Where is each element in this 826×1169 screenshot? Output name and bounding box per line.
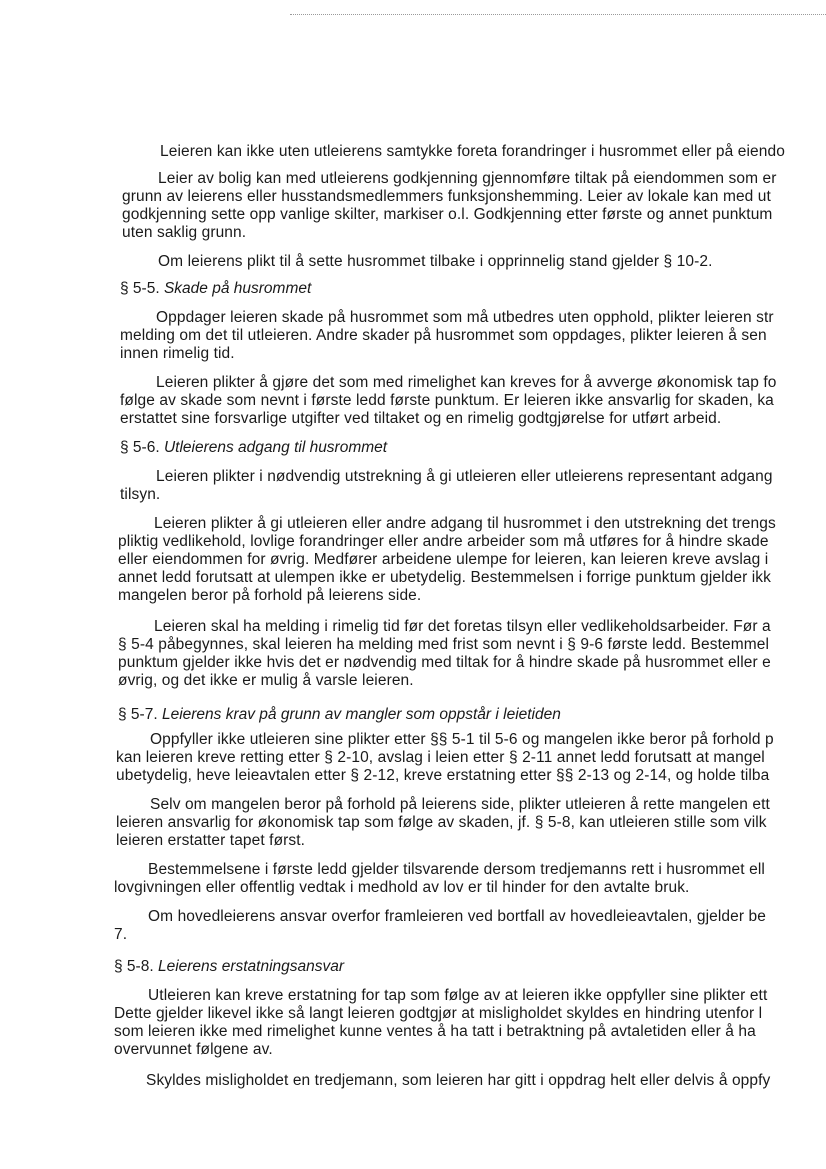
text-line: leieren erstatter tapet først. xyxy=(116,832,306,849)
text-line: eller eiendommen for øvrig. Medfører arbeidene ulempe for leieren, kan leieren kreve avslag i xyxy=(118,551,769,568)
text-line: Leier av bolig kan med utleierens godkjenning gjennomføre tiltak på eiendommen som er xyxy=(158,170,777,187)
text-line: Bestemmelsene i første ledd gjelder tilsvarende dersom tredjemanns rett i husrommet ell xyxy=(148,861,765,878)
section-number: § 5-6. xyxy=(120,439,160,456)
text-line: pliktig vedlikehold, lovlige forandringer eller andre arbeider som må utføres for å hindre skade xyxy=(118,533,769,550)
section-title: Leierens erstatningsansvar xyxy=(157,958,345,975)
text-line: Leieren kan ikke uten utleierens samtykke foreta forandringer i husrommet eller på eiendo xyxy=(160,143,785,160)
text-line: overvunnet følgene av. xyxy=(114,1041,273,1058)
text-line: Oppfyller ikke utleieren sine plikter etter §§ 5-1 til 5-6 og mangelen ikke beror på forhold p xyxy=(150,731,774,748)
text-line: erstattet sine forsvarlige utgifter ved tiltaket og en rimelig godtgjørelse for utført arbeid. xyxy=(120,410,722,427)
text-line: ubetydelig, heve leieavtalen etter § 2-12, kreve erstatning etter §§ 2-13 og 2-14, og holde tilba xyxy=(116,767,770,784)
text-line: følge av skade som nevnt i første ledd første punktum. Er leieren ikke ansvarlig for skaden, ka xyxy=(120,392,774,409)
text-line: Oppdager leieren skade på husrommet som må utbedres uten opphold, plikter leieren str xyxy=(156,309,774,326)
section-heading xyxy=(118,706,561,724)
section-number: § 5-7. xyxy=(118,706,158,723)
text-line: som leieren ikke med rimelighet kunne ventes å ha tatt i betraktning på avtaletiden eller å ha xyxy=(114,1023,756,1040)
text-line: leieren ansvarlig for økonomisk tap som følge av skaden, jf. § 5-8, kan utleieren stille som vilk xyxy=(116,814,767,831)
text-line: øvrig, og det ikke er mulig å varsle leieren. xyxy=(118,672,414,689)
text-line: kan leieren kreve retting etter § 2-10, avslag i leien etter § 2-11 annet ledd forutsatt at mangel xyxy=(116,749,765,766)
text-line: 7. xyxy=(114,926,128,943)
section-number: § 5-8. xyxy=(114,958,154,975)
text-line: punktum gjelder ikke hvis det er nødvendig med tiltak for å hindre skade på husrommet eller e xyxy=(118,654,771,671)
section-title: Leierens krav på grunn av mangler som oppstår i leietiden xyxy=(161,706,561,723)
section-heading xyxy=(120,280,311,298)
text-line: Skyldes misligholdet en tredjemann, som leieren har gitt i oppdrag helt eller delvis å oppfy xyxy=(146,1072,771,1089)
section-heading xyxy=(114,958,344,976)
text-line: Selv om mangelen beror på forhold på leierens side, plikter utleieren å rette mangelen ett xyxy=(150,796,770,813)
text-line: § 5-4 påbegynnes, skal leieren ha melding med frist som nevnt i § 9-6 første ledd. Bestemmel xyxy=(118,636,770,653)
section-heading xyxy=(120,439,387,457)
text-line: mangelen beror på forhold på leierens side. xyxy=(118,587,422,604)
text-line: Leieren plikter å gjøre det som med rimelighet kan kreves for å avverge økonomisk tap fo xyxy=(156,374,777,391)
text-line: Om leierens plikt til å sette husrommet tilbake i opprinnelig stand gjelder § 10-2. xyxy=(158,253,713,270)
section-number: § 5-5. xyxy=(120,280,160,297)
text-line: Leieren plikter i nødvendig utstrekning å gi utleieren eller utleierens representant adgang xyxy=(156,468,773,485)
text-line: Utleieren kan kreve erstatning for tap som følge av at leieren ikke oppfyller sine plikter ett xyxy=(148,987,768,1004)
text-line: annet ledd forutsatt at ulempen ikke er ubetydelig. Bestemmelsen i forrige punktum gjelder ikk xyxy=(118,569,771,586)
text-line: godkjenning sette opp vanlige skilter, markiser o.l. Godkjenning etter første og annet punktum xyxy=(122,206,773,223)
text-line: Om hovedleierens ansvar overfor framleieren ved bortfall av hovedleieavtalen, gjelder be xyxy=(148,908,766,925)
text-line: Leieren plikter å gi utleieren eller andre adgang til husrommet i den utstrekning det trengs xyxy=(154,515,776,532)
section-title: Skade på husrommet xyxy=(163,280,312,297)
scan-edge-line xyxy=(290,14,826,15)
text-line: lovgivningen eller offentlig vedtak i medhold av lov er til hinder for den avtalte bruk. xyxy=(114,879,690,896)
text-line: tilsyn. xyxy=(120,486,161,503)
section-title: Utleierens adgang til husrommet xyxy=(163,439,388,456)
text-line: melding om det til utleieren. Andre skader på husrommet som oppdages, plikter leieren å sen xyxy=(120,327,767,344)
text-line: Leieren skal ha melding i rimelig tid før det foretas tilsyn eller vedlikeholdsarbeider. Før a xyxy=(154,618,771,635)
text-line: uten saklig grunn. xyxy=(122,224,247,241)
text-line: grunn av leierens eller husstandsmedlemmers funksjonshemming. Leier av lokale kan med ut xyxy=(122,188,771,205)
text-line: innen rimelig tid. xyxy=(120,345,235,362)
text-line: Dette gjelder likevel ikke så langt leieren godtgjør at misligholdet skyldes en hindring utenfor l xyxy=(114,1005,763,1022)
